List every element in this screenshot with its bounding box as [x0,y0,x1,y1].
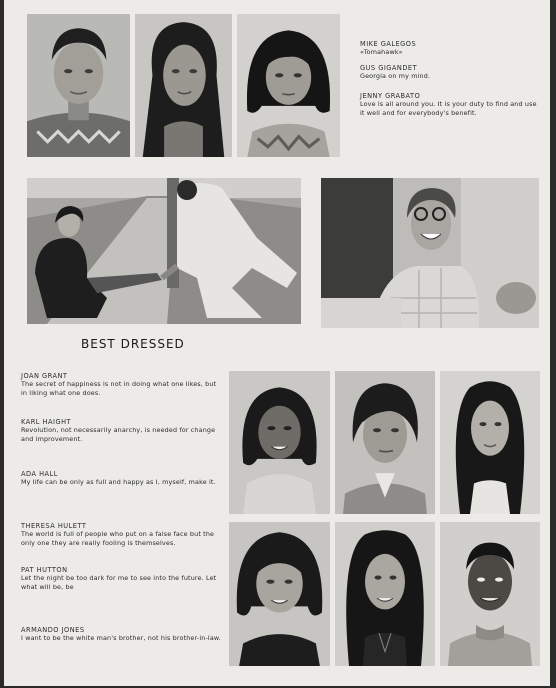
student-name: PAT HUTTON [21,566,68,574]
section-heading: BEST DRESSED [81,337,185,351]
student-quote: I want to be the white man's brother, not his brother-in-law. [21,634,221,643]
portrait-pat-hutton [335,522,435,666]
student-name: ADA HALL [21,470,58,478]
student-name: MIKE GALEGOS [360,40,417,48]
portrait-karl-haight [335,371,435,514]
caption-ada-hall [21,470,221,487]
portrait-theresa-hulett [229,522,330,666]
best-dressed-candid-photo [27,178,301,324]
student-quote: The secret of happiness is not in doing what one likes, but in liking what one does. [21,380,217,397]
student-name: ARMANDO JONES [21,626,85,634]
student-name: JENNY GRABATO [360,92,421,100]
caption-armando-jones [21,626,231,643]
portrait-ada-hall [440,371,540,514]
student-name: JOAN GRANT [21,372,68,380]
yearbook-page [4,0,550,686]
caption-gus-gigandet [360,64,540,81]
student-name: THERESA HULETT [21,522,87,530]
student-quote: My life can be only as full and happy as I, myself, make it. [21,478,216,487]
student-name: GUS GIGANDET [360,64,418,72]
student-quote: Let the night be too dark for me to see into the future. Let what will be, be [21,574,217,591]
portrait-gus-gigandet [135,14,232,157]
caption-theresa-hulett [21,522,221,547]
caption-karl-haight [21,418,221,443]
portrait-jenny-grabato [237,14,340,157]
portrait-joan-grant [229,371,330,514]
student-quote: «Tomahawk» [360,48,403,57]
student-quote: The world is full of people who put on a false face but the only one they are really fooling is themselves. [21,530,215,547]
caption-pat-hutton [21,566,221,591]
student-laughing-photo [321,178,539,328]
portrait-mike-galegos [27,14,130,157]
caption-jenny-grabato [360,92,542,117]
caption-joan-grant [21,372,221,397]
student-name: KARL HAIGHT [21,418,72,426]
caption-mike-galegos [360,40,540,57]
student-quote: Georgia on my mind. [360,72,431,81]
portrait-armando-jones [440,522,540,666]
student-quote: Love is all around you. It is your duty to find and use it well and for everybody's benefit. [360,100,537,117]
student-quote: Revolution, not necessarily anarchy, is needed for change and improvement. [21,426,216,443]
